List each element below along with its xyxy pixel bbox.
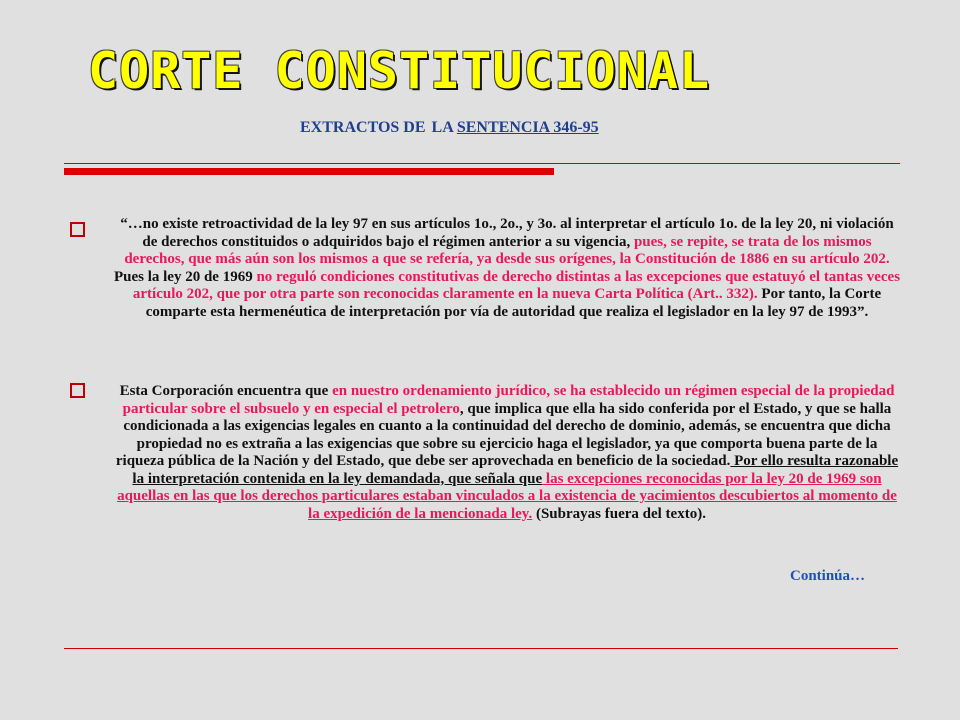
para1-text-3: Por tanto, la Corte comparte esta hermenéutica de interpretación por vía de autoridad que realiza el legislador en la ley 97 de 1993”.: [145, 286, 882, 320]
square-bullet-icon: [70, 383, 85, 398]
para2-underlined-highlight: las excepciones reconocidas por la ley 20 de 1969 son aquellas en las que los derechos particulares estaban vinculados a la existencia de yacimientos descubiertos al momento de la expedición de la mencionada ley.: [117, 470, 897, 522]
square-bullet-icon: [70, 222, 85, 237]
para2-underlined-1: Por ello resulta razonable la interpretación contenida en la ley demandada, que señala que: [132, 453, 899, 487]
quote-paragraph-1: [112, 216, 902, 321]
divider-thick-top: [64, 168, 554, 175]
subtitle-prefix: EXTRACTOS DE: [300, 119, 426, 136]
para1-text-2: Pues la ley 20 de 1969: [113, 268, 253, 285]
para2-text-2: , que implica que ella ha sido conferida por el Estado, y que se halla condicionada a las exigencias legales en cuanto a la continuidad del derecho de dominio, además, se encuentra que dicha propiedad no es extraña a las exigencias que sobre su ejercicio haga el legislador, ya que comporta buena parte de la riqueza pública de la Nación y del Estado, que debe ser aprovechada en beneficio de la sociedad.: [115, 400, 892, 469]
sentencia-link[interactable]: SENTENCIA 346-95: [456, 119, 599, 136]
quote-paragraph-2: [112, 383, 902, 523]
para1-highlight-1: pues, se repite, se trata de los mismos derechos, que más aún son los mismos a que se refería, ya desde sus orígenes, la Constitución de 1886 en su artículo 202.: [124, 233, 890, 267]
continua-label[interactable]: Continúa…: [790, 568, 866, 584]
para1-text-1: “…no existe retroactividad de la ley 97 en sus artículos 1o., 2o., y 3o. al interpretar el artículo 1o. de la ley 20, ni violación de derechos constituidos o adquiridos bajo el régimen anterior a su vigencia,: [120, 216, 894, 250]
page-title: CORTE CONSTITUCIONAL: [88, 42, 711, 100]
para1-highlight-2: no reguló condiciones constitutivas de derecho distintas a las excepciones que estatuyó el tantas veces artículo 202, que por otra parte son reconocidas claramente en la nueva Carta Política (Art.. 332).: [132, 268, 901, 302]
divider-thin-top: [64, 163, 900, 164]
divider-bottom: [64, 648, 898, 649]
subtitle-la: LA: [431, 119, 453, 136]
para2-highlight-1: en nuestro ordenamiento jurídico, se ha establecido un régimen especial de la propiedad particular sobre el subsuelo y en especial el petrolero: [122, 383, 895, 417]
para2-text-3: (Subrayas fuera del texto).: [532, 505, 706, 522]
subtitle: [300, 119, 599, 137]
para2-text-1: Esta Corporación encuentra que: [119, 383, 329, 399]
